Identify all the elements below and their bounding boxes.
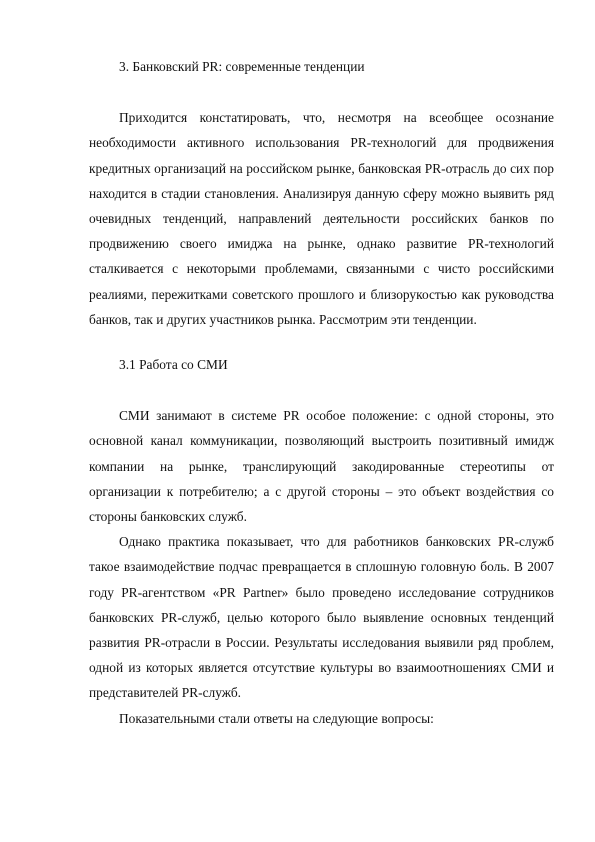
- section-3-1-paragraph-3: Показательными стали ответы на следующие вопросы:: [119, 710, 434, 726]
- section-3-1-heading: 3.1 Работа со СМИ: [119, 357, 228, 373]
- section-3-paragraph: Приходится констатировать, что, несмотря на всеобщее осознание необходимости активного использования PR-технологий для продвижения кредитных организаций на российском рынке, банковская PR-отрасль до сих пор находится в стадии становления. Анализируя данную сферу можно выявить ряд очевидных тенденций, направлений деятельности российских банков по продвижению своего имиджа на рынке, однако развитие PR-технологий сталкивается с некоторыми проблемами, связанными с чисто российскими реалиями, пережитками советского прошлого и близорукостью как руководства банков, так и других участников рынка. Рассмотрим эти тенденции.: [89, 110, 554, 327]
- section-3-1-paragraph-2: Однако практика показывает, что для работников банковских PR-служб такое взаимодействие подчас превращается в сплошную головную боль. В 2007 году PR-агентством «PR Partner» было проведено исследование сотрудников банковских PR-служб, целью которого было выявление основных тенденций развития PR-отрасли в России. Результаты исследования выявили ряд проблем, одной из которых является отсутствие культуры во взаимоотношениях СМИ и представителей PR-служб.: [89, 534, 554, 701]
- section-3-heading: 3. Банковский PR: современные тенденции: [119, 59, 365, 74]
- spacer: [89, 79, 554, 105]
- section-3-1-paragraph-1: СМИ занимают в системе PR особое положение: с одной стороны, это основной канал коммуникации, позволяющий выстроить позитивный имидж компании на рынке, транслирующий закодированные стереотипы от организации к потребителю; а с другой стороны – это объект воздействия со стороны банковских служб.: [89, 408, 554, 525]
- spacer: [89, 377, 554, 403]
- spacer: [89, 332, 554, 352]
- document-body: [89, 54, 554, 731]
